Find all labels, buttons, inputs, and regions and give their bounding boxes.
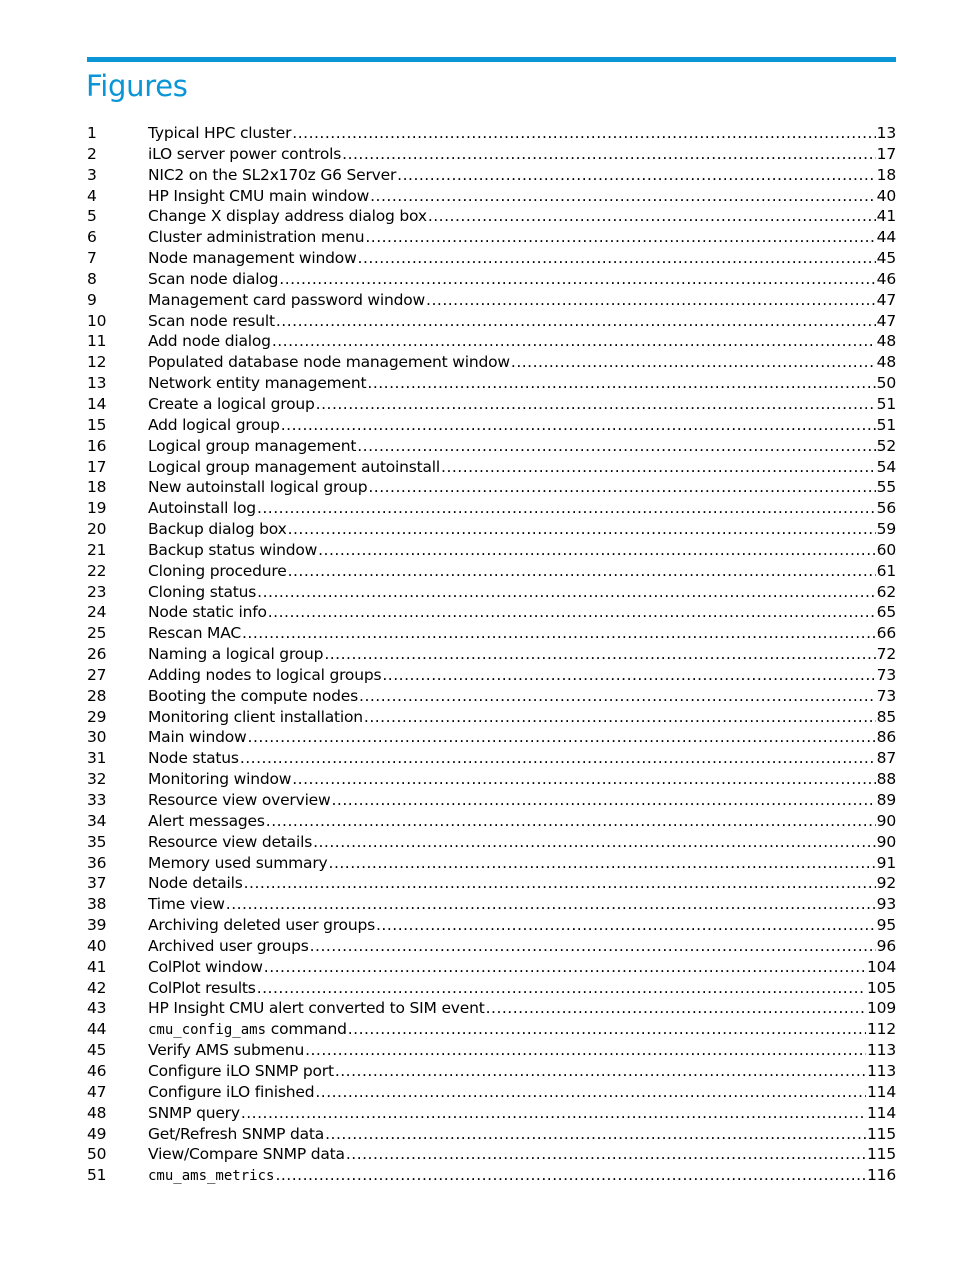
- figure-title: Configure iLO finished: [148, 1082, 315, 1101]
- figure-number: 39: [87, 916, 107, 935]
- figure-title: Rescan MAC: [148, 624, 241, 643]
- figure-number: 36: [87, 853, 107, 872]
- figure-entry[interactable]: [87, 665, 896, 686]
- dot-leader: [397, 165, 876, 186]
- figure-page-number: 48: [876, 332, 896, 351]
- dot-leader: [364, 707, 876, 728]
- figure-title: Logical group management: [148, 436, 357, 455]
- figure-entry[interactable]: [87, 248, 896, 269]
- dot-leader: [305, 1040, 866, 1061]
- figure-entry[interactable]: [87, 290, 896, 311]
- figure-page-number: 96: [876, 936, 896, 955]
- figure-page-number: 40: [876, 186, 896, 205]
- figure-entry[interactable]: [87, 1124, 896, 1145]
- figure-page-number: 13: [876, 124, 896, 142]
- dot-leader: [288, 519, 876, 540]
- figure-entry[interactable]: [87, 790, 896, 811]
- figure-number: 40: [87, 936, 107, 955]
- figure-title: Memory used summary: [148, 853, 328, 872]
- figure-title: Network entity management: [148, 374, 367, 393]
- figure-number: 34: [87, 811, 107, 830]
- figure-number: 12: [87, 353, 107, 372]
- figure-title: Backup dialog box: [148, 520, 287, 539]
- figure-page-number: 87: [876, 749, 896, 768]
- dot-leader: [365, 227, 875, 248]
- figure-title: cmu_ams_metrics: [148, 1168, 275, 1185]
- figure-page-number: 104: [867, 957, 896, 976]
- figure-list: [87, 123, 896, 1186]
- dot-leader: [264, 957, 866, 978]
- figure-page-number: 114: [867, 1082, 896, 1101]
- dot-leader: [288, 561, 876, 582]
- figure-page-number: 90: [876, 832, 896, 851]
- figure-title: New autoinstall logical group: [148, 478, 368, 497]
- figure-page-number: 66: [876, 624, 896, 643]
- dot-leader: [279, 269, 875, 290]
- figure-title: Booting the compute nodes: [148, 686, 359, 705]
- figure-entry[interactable]: [87, 352, 896, 373]
- figure-title: Node management window: [148, 249, 357, 268]
- figure-number: 26: [87, 645, 107, 664]
- dot-leader: [441, 457, 876, 478]
- figure-number: 8: [87, 269, 97, 288]
- dot-leader: [329, 853, 876, 874]
- figure-entry[interactable]: [87, 123, 896, 144]
- figure-number: 44: [87, 1020, 107, 1039]
- figure-page-number: 114: [867, 1103, 896, 1122]
- figure-page-number: 85: [876, 707, 896, 726]
- figure-title: Create a logical group: [148, 394, 315, 413]
- figure-entry[interactable]: [87, 561, 896, 582]
- figure-entry[interactable]: [87, 373, 896, 394]
- figure-page-number: 88: [876, 770, 896, 789]
- figure-number: 17: [87, 457, 107, 476]
- dot-leader: [335, 1061, 866, 1082]
- dot-leader: [268, 602, 876, 623]
- figure-entry[interactable]: [87, 811, 896, 832]
- figure-entry[interactable]: [87, 582, 896, 603]
- figure-page-number: 93: [876, 895, 896, 914]
- figure-page-number: 113: [867, 1061, 896, 1080]
- dot-leader: [292, 769, 875, 790]
- figure-page-number: 47: [876, 311, 896, 330]
- figure-title: Populated database node management window: [148, 353, 510, 372]
- figure-entry[interactable]: [87, 1144, 896, 1165]
- figure-title: Archived user groups: [148, 936, 309, 955]
- figure-entry[interactable]: [87, 1061, 896, 1082]
- figure-title: Adding nodes to logical groups: [148, 665, 382, 684]
- dot-leader: [428, 206, 876, 227]
- figure-number: 14: [87, 394, 107, 413]
- figure-page-number: 51: [876, 415, 896, 434]
- figure-page-number: 115: [867, 1145, 896, 1164]
- figure-title: Main window: [148, 728, 247, 747]
- figure-title: Resource view overview: [148, 791, 331, 809]
- figure-number: 23: [87, 582, 107, 601]
- dot-leader: [359, 686, 876, 707]
- figure-entry[interactable]: [87, 978, 896, 999]
- figure-number: 4: [87, 186, 97, 205]
- figure-number: 25: [87, 624, 107, 643]
- figure-title: Add node dialog: [148, 332, 271, 351]
- figure-entry[interactable]: [87, 1040, 896, 1061]
- figure-number: 42: [87, 978, 107, 997]
- figure-entry[interactable]: [87, 477, 896, 498]
- figure-entry[interactable]: [87, 915, 896, 936]
- figure-title: Resource view details: [148, 832, 313, 851]
- figure-title: ColPlot results: [148, 978, 256, 997]
- figure-number: 50: [87, 1145, 107, 1164]
- figure-title: Get/Refresh SNMP data: [148, 1124, 325, 1143]
- figure-page-number: 113: [867, 1041, 896, 1060]
- dot-leader: [382, 665, 875, 686]
- figure-title: Verify AMS submenu: [148, 1041, 305, 1060]
- dot-leader: [281, 415, 876, 436]
- dot-leader: [426, 290, 876, 311]
- figure-entry[interactable]: [87, 727, 896, 748]
- figure-page-number: 109: [867, 999, 896, 1018]
- figure-title: Add logical group: [148, 415, 280, 434]
- figure-title: Change X display address dialog box: [148, 207, 427, 226]
- figure-number: 29: [87, 707, 107, 726]
- dot-leader: [257, 498, 876, 519]
- figure-page-number: 90: [876, 811, 896, 830]
- dot-leader: [276, 311, 876, 332]
- dot-leader: [242, 623, 876, 644]
- figure-page-number: 60: [876, 540, 896, 559]
- figure-number: 21: [87, 540, 107, 559]
- figure-number: 31: [87, 749, 107, 768]
- figure-title: Typical HPC cluster: [148, 124, 292, 142]
- figure-number: 35: [87, 832, 107, 851]
- dot-leader: [511, 352, 876, 373]
- figure-entry[interactable]: [87, 311, 896, 332]
- figure-entry[interactable]: [87, 457, 896, 478]
- dot-leader: [346, 1144, 866, 1165]
- figure-title: Cloning procedure: [148, 561, 287, 580]
- figure-page-number: 61: [876, 561, 896, 580]
- dot-leader: [325, 1124, 866, 1145]
- figure-page-number: 62: [876, 582, 896, 601]
- figure-number: 47: [87, 1082, 107, 1101]
- dot-leader: [376, 915, 876, 936]
- figure-entry[interactable]: [87, 227, 896, 248]
- figure-entry[interactable]: [87, 1019, 896, 1040]
- figure-title: Cloning status: [148, 582, 257, 601]
- figure-entry[interactable]: [87, 602, 896, 623]
- figure-entry[interactable]: [87, 936, 896, 957]
- dot-leader: [257, 582, 876, 603]
- dot-leader: [313, 832, 876, 853]
- figure-number: 45: [87, 1041, 107, 1060]
- figure-number: 20: [87, 520, 107, 539]
- figure-page-number: 86: [876, 728, 896, 747]
- figure-entry[interactable]: [87, 498, 896, 519]
- dot-leader: [248, 727, 876, 748]
- figure-title: Alert messages: [148, 811, 265, 830]
- figure-page-number: 116: [867, 1166, 896, 1185]
- figure-page-number: 45: [876, 249, 896, 268]
- figure-title: SNMP query: [148, 1103, 240, 1122]
- figure-entry[interactable]: [87, 186, 896, 207]
- dot-leader: [272, 331, 876, 352]
- dot-leader: [318, 540, 876, 561]
- dot-leader: [486, 998, 866, 1019]
- figure-number: 48: [87, 1103, 107, 1122]
- figure-entry[interactable]: [87, 331, 896, 352]
- page-title: Figures: [86, 69, 188, 103]
- dot-leader: [370, 186, 876, 207]
- figure-entry[interactable]: [87, 623, 896, 644]
- figure-number: 16: [87, 436, 107, 455]
- figure-number: 37: [87, 874, 107, 893]
- figure-entry[interactable]: [87, 436, 896, 457]
- figure-entry[interactable]: [87, 540, 896, 561]
- figure-number: 24: [87, 603, 107, 622]
- figure-page-number: 52: [876, 436, 896, 455]
- figure-page-number: 59: [876, 520, 896, 539]
- figure-entry[interactable]: [87, 394, 896, 415]
- figure-entry[interactable]: [87, 519, 896, 540]
- figure-number: 18: [87, 478, 107, 497]
- figure-entry[interactable]: [87, 686, 896, 707]
- figure-entry[interactable]: [87, 1082, 896, 1103]
- figure-page-number: 44: [876, 228, 896, 247]
- dot-leader: [316, 394, 876, 415]
- figure-number: 6: [87, 228, 97, 247]
- dot-leader: [367, 373, 875, 394]
- figure-page-number: 46: [876, 269, 896, 288]
- figure-entry[interactable]: [87, 1165, 896, 1186]
- dot-leader: [266, 811, 876, 832]
- dot-leader: [241, 1103, 866, 1124]
- figure-entry[interactable]: [87, 998, 896, 1019]
- figure-page-number: 89: [876, 791, 896, 809]
- figure-page-number: 105: [867, 978, 896, 997]
- figure-title: Node details: [148, 874, 243, 893]
- top-rule: [87, 57, 896, 62]
- figure-title: Scan node dialog: [148, 269, 279, 288]
- figure-number: 19: [87, 499, 107, 518]
- dot-leader: [310, 936, 876, 957]
- figure-entry[interactable]: [87, 832, 896, 853]
- figure-title: Configure iLO SNMP port: [148, 1061, 334, 1080]
- figure-page-number: 54: [876, 457, 896, 476]
- dot-leader: [257, 978, 866, 999]
- figure-page-number: 112: [867, 1020, 896, 1039]
- figure-page-number: 56: [876, 499, 896, 518]
- figure-number: 1: [87, 124, 97, 142]
- figure-title: ColPlot window: [148, 957, 263, 976]
- dot-leader: [332, 790, 876, 811]
- figure-page-number: 47: [876, 290, 896, 309]
- figure-number: 30: [87, 728, 107, 747]
- figure-entry[interactable]: [87, 957, 896, 978]
- figure-number: 10: [87, 311, 107, 330]
- figure-number: 15: [87, 415, 107, 434]
- figure-page-number: 92: [876, 874, 896, 893]
- dot-leader: [292, 123, 875, 144]
- figure-number: 13: [87, 374, 107, 393]
- dot-leader: [315, 1082, 866, 1103]
- figure-page-number: 50: [876, 374, 896, 393]
- figure-entry[interactable]: [87, 894, 896, 915]
- figure-page-number: 95: [876, 916, 896, 935]
- figure-page-number: 51: [876, 394, 896, 413]
- figure-page-number: 17: [876, 144, 896, 163]
- dot-leader: [244, 873, 876, 894]
- figure-number: 38: [87, 895, 107, 914]
- dot-leader: [348, 1019, 866, 1040]
- dot-leader: [324, 644, 875, 665]
- figure-page-number: 18: [876, 165, 896, 184]
- figure-title: Monitoring client installation: [148, 707, 363, 726]
- figure-title: HP Insight CMU main window: [148, 186, 370, 205]
- figure-number: 27: [87, 665, 107, 684]
- figure-page-number: 72: [876, 645, 896, 664]
- figure-number: 2: [87, 144, 97, 163]
- figure-entry[interactable]: [87, 644, 896, 665]
- figure-title: Scan node result: [148, 311, 275, 330]
- figure-title-suffix: command: [266, 1020, 347, 1039]
- figure-title: Autoinstall log: [148, 499, 256, 518]
- figure-title: Node static info: [148, 603, 267, 622]
- figure-page-number: 73: [876, 665, 896, 684]
- figure-page-number: 91: [876, 853, 896, 872]
- figure-number: 5: [87, 207, 97, 226]
- figure-number: 9: [87, 290, 97, 309]
- figure-entry[interactable]: [87, 269, 896, 290]
- figure-entry[interactable]: [87, 769, 896, 790]
- dot-leader: [357, 436, 875, 457]
- figure-number: 41: [87, 957, 107, 976]
- figure-number: 22: [87, 561, 107, 580]
- figure-page-number: 41: [876, 207, 896, 226]
- figure-page-number: 115: [867, 1124, 896, 1143]
- figure-title: Naming a logical group: [148, 645, 324, 664]
- figure-entry[interactable]: [87, 748, 896, 769]
- figure-page-number: 65: [876, 603, 896, 622]
- dot-leader: [275, 1165, 866, 1186]
- figure-title: cmu_config_ams: [148, 1022, 267, 1039]
- figure-title: Time view: [148, 895, 225, 914]
- figure-number: 46: [87, 1061, 107, 1080]
- figure-title: Monitoring window: [148, 770, 292, 789]
- figure-title: iLO server power controls: [148, 144, 342, 163]
- figure-number: 28: [87, 686, 107, 705]
- figure-number: 7: [87, 249, 97, 268]
- dot-leader: [368, 477, 875, 498]
- figure-title: Cluster administration menu: [148, 228, 365, 247]
- figure-title: Archiving deleted user groups: [148, 916, 375, 935]
- figure-entry[interactable]: [87, 707, 896, 728]
- figure-number: 11: [87, 332, 107, 351]
- figure-number: 43: [87, 999, 107, 1018]
- figure-entry[interactable]: [87, 206, 896, 227]
- figure-page-number: 73: [876, 686, 896, 705]
- dot-leader: [358, 248, 876, 269]
- figure-entry[interactable]: [87, 415, 896, 436]
- figure-number: 32: [87, 770, 107, 789]
- figure-title: HP Insight CMU alert converted to SIM event: [148, 999, 485, 1018]
- figure-title: Management card password window: [148, 290, 426, 309]
- figure-title: View/Compare SNMP data: [148, 1145, 345, 1164]
- figure-entry[interactable]: [87, 144, 896, 165]
- figure-page-number: 55: [876, 478, 896, 497]
- figure-number: 51: [87, 1166, 107, 1185]
- figure-entry[interactable]: [87, 873, 896, 894]
- figure-entry[interactable]: [87, 165, 896, 186]
- dot-leader: [226, 894, 876, 915]
- figure-title: Logical group management autoinstall: [148, 457, 441, 476]
- figure-number: 3: [87, 165, 97, 184]
- figure-entry[interactable]: [87, 853, 896, 874]
- dot-leader: [240, 748, 876, 769]
- figure-number: 49: [87, 1124, 107, 1143]
- figure-title: Backup status window: [148, 540, 318, 559]
- figure-page-number: 48: [876, 353, 896, 372]
- figure-title: Node status: [148, 749, 239, 768]
- dot-leader: [342, 144, 876, 165]
- figure-entry[interactable]: [87, 1103, 896, 1124]
- figure-number: 33: [87, 791, 107, 809]
- figure-title: NIC2 on the SL2x170z G6 Server: [148, 165, 397, 184]
